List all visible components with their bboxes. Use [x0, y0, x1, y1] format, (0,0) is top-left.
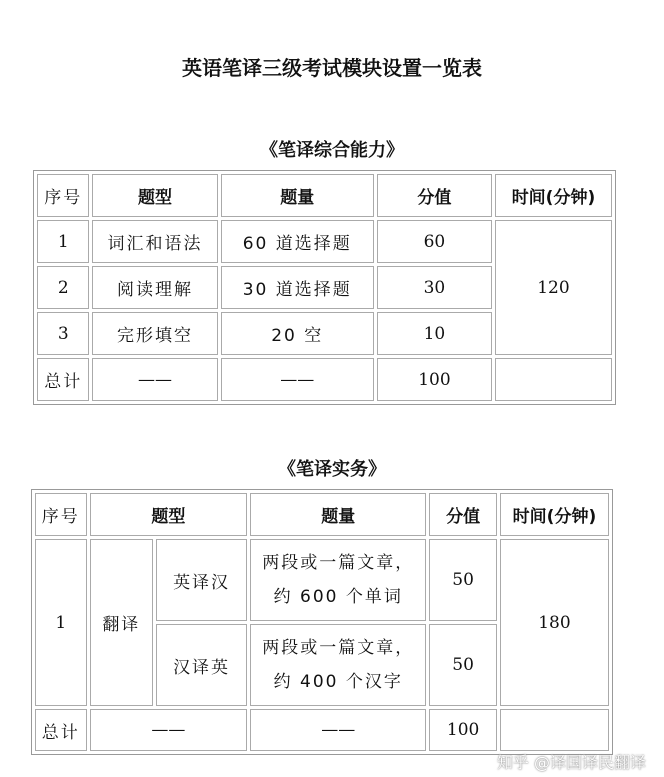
direction-cell: 汉译英: [156, 624, 247, 706]
row-type: 完形填空: [92, 312, 217, 355]
total-score: 100: [377, 358, 492, 401]
row-score: 60: [377, 220, 492, 263]
table-header-row: [37, 174, 612, 217]
section2-title: 《笔译实务》: [278, 459, 386, 480]
category-cell: 翻译: [90, 539, 153, 706]
row-no: 2: [37, 266, 89, 309]
qty-cell: [250, 539, 426, 621]
row-score: 50: [429, 539, 497, 621]
header-type: 题型: [92, 174, 217, 217]
qty-line: 两段或一篇文章，: [262, 638, 415, 658]
total-qty: ——: [250, 709, 426, 751]
header-score: 分值: [429, 493, 497, 536]
direction-cell: 英译汉: [156, 539, 247, 621]
header-qty: 题量: [221, 174, 374, 217]
header-no: 序号: [37, 174, 89, 217]
total-type: ——: [90, 709, 248, 751]
row-type: 词汇和语法: [92, 220, 217, 263]
row-score: 30: [377, 266, 492, 309]
qty-line: 约 400 个汉字: [273, 672, 403, 692]
row-score: 10: [377, 312, 492, 355]
time-cell: 180: [500, 539, 609, 706]
total-label: 总计: [35, 709, 87, 751]
total-row: [37, 358, 612, 401]
time-cell: 120: [495, 220, 612, 355]
row-qty: 20 空: [221, 312, 374, 355]
qty-cell: [250, 624, 426, 706]
watermark: 知乎 @译国译民翻译: [496, 753, 646, 772]
total-score: 100: [429, 709, 497, 751]
table-row: [35, 539, 609, 621]
row-type: 阅读理解: [92, 266, 217, 309]
total-label: 总计: [37, 358, 89, 401]
header-time: 时间(分钟): [495, 174, 612, 217]
row-no: 1: [37, 220, 89, 263]
qty-line: 约 600 个单词: [273, 587, 403, 607]
header-no: 序号: [35, 493, 87, 536]
total-time-empty: [495, 358, 612, 401]
header-type: 题型: [90, 493, 248, 536]
page-title: 英语笔译三级考试模块设置一览表: [182, 56, 482, 80]
row-no: 3: [37, 312, 89, 355]
qty-line: 两段或一篇文章，: [262, 553, 415, 573]
total-time-empty: [500, 709, 609, 751]
total-row: [35, 709, 609, 751]
row-no: 1: [35, 539, 87, 706]
table-header-row: [35, 493, 609, 536]
row-qty: 30 道选择题: [221, 266, 374, 309]
row-qty: 60 道选择题: [221, 220, 374, 263]
written-translation-competence-table: [33, 170, 616, 405]
total-qty: ——: [221, 358, 374, 401]
translation-practice-table: [31, 489, 613, 755]
table-row: [37, 220, 612, 263]
header-score: 分值: [377, 174, 492, 217]
header-qty: 题量: [250, 493, 426, 536]
row-score: 50: [429, 624, 497, 706]
section1-title: 《笔译综合能力》: [260, 140, 404, 161]
total-type: ——: [92, 358, 217, 401]
header-time: 时间(分钟): [500, 493, 609, 536]
